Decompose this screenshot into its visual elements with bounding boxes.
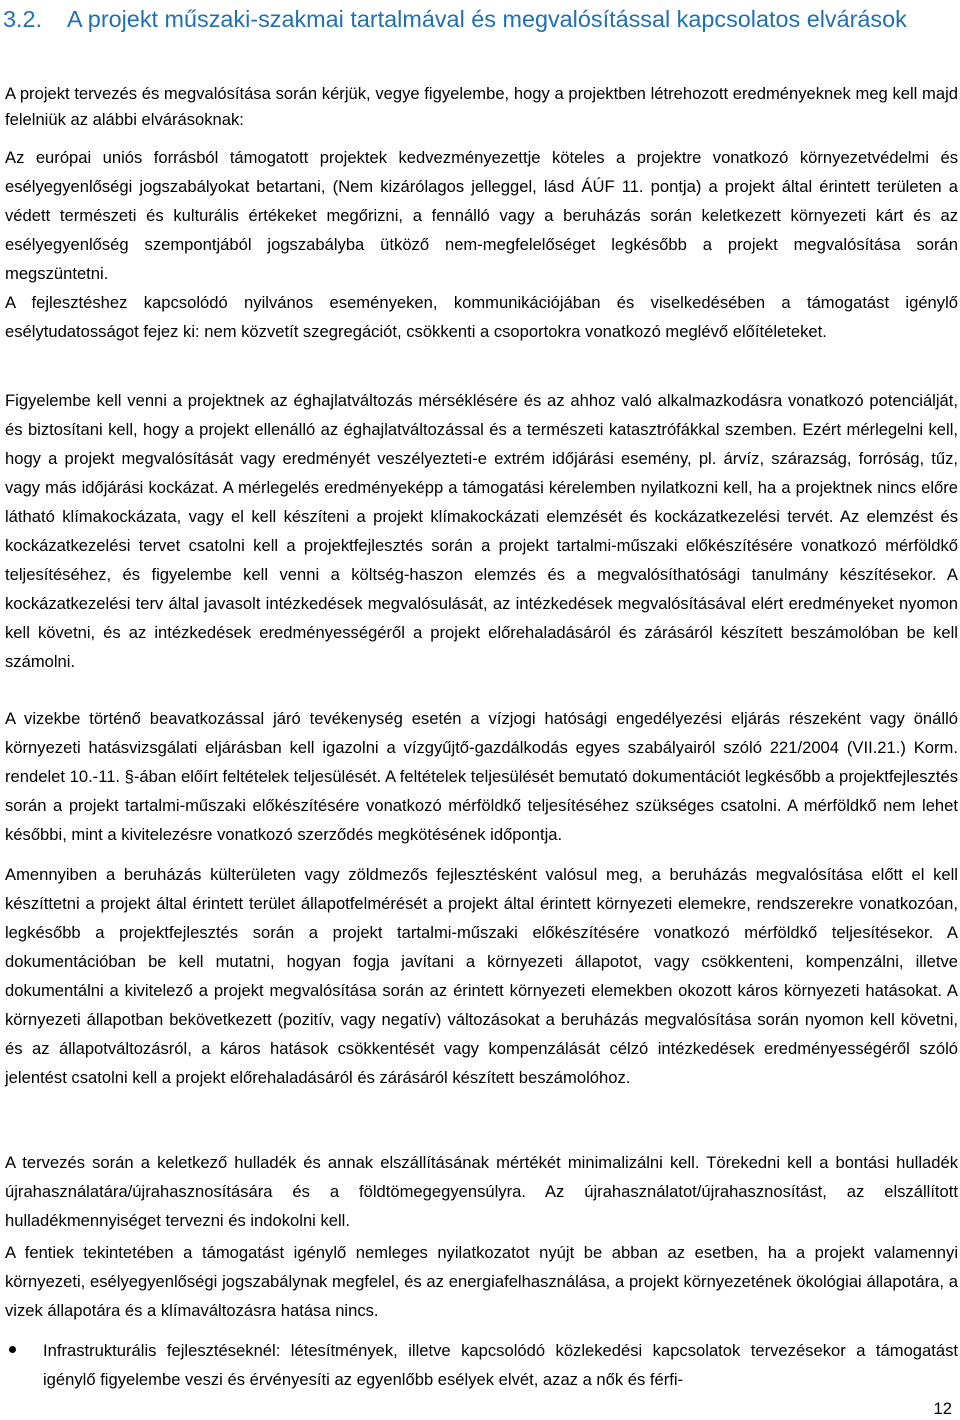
list-item: [5, 1336, 958, 1394]
section-number: 3.2.: [3, 6, 43, 32]
section-heading: [3, 4, 955, 35]
bullet-icon: [9, 1346, 16, 1353]
paragraph-negative-declaration: A fentiek tekintetében a támogatást igénylő nemleges nyilatkozatot nyújt be abban az esetben, ha a projekt valamennyi környezeti, esélyegyenlőségi jogszabálynak megfelel, és az energiafelhasználása, a projekt környezetének ökológiai állapotára, a vizek állapotára és a klímaváltozásra hatása nincs.: [5, 1243, 958, 1320]
bullet-text: Infrastrukturális fejlesztéseknél: létesítmények, illetve kapcsolódó közlekedési kapcsolatok tervezésekor a támogatást igénylő figyelembe veszi és érvényesíti az egyenlőbb esélyek elvét, azaz a nők és férfi-: [43, 1341, 958, 1389]
bullet-list: [5, 1336, 958, 1394]
section-title: A projekt műszaki-szakmai tartalmával és megvalósítással kapcsolatos elvárások: [67, 6, 907, 32]
paragraph-intro: A projekt tervezés és megvalósítása során kérjük, vegye figyelembe, hogy a projektben létrehozott eredményeknek meg kell majd felelniük az alábbi elvárásoknak:: [5, 84, 958, 129]
paragraph-waste-management: A tervezés során a keletkező hulladék és annak elszállításának mértékét minimalizálni kell. Törekedni kell a bontási hulladék újrahasználatára/újrahasznosítására és a földtömegegyensúlyra. Az újrahasználatot/újrahasznosítást, az elszállított hulladékmennyiséget tervezni és indokolni kell.: [5, 1153, 958, 1230]
paragraph-greenfield-assessment: Amennyiben a beruházás külterületen vagy zöldmezős fejlesztésként valósul meg, a beruházás megvalósítása előtt el kell készíttetni a projekt által érintett terület állapotfelmérését a projekt által érintett környezeti elemekre, rendszerekre vonatkozóan, legkésőbb a projektfejlesztés során a projekt tartalmi-műszaki előkészítésére vonatkozó mérföldkő teljesítésekor. A dokumentációban be kell mutatni, hogyan fogja javítani a környezeti állapotot, vagy csökkenteni, kompenzálni, illetve dokumentálni a kivitelező a projekt megvalósítása során az érintett környezeti elemekben okozott káros környezeti hatásokat. A környezeti állapotban bekövetkezett (pozitív, vagy negatív) változásokat a beruházás megvalósítása során nyomon kell követni, és az állapotváltozásról, a káros hatások csökkentését vagy kompenzálását célzó intézkedések eredményességéről szóló jelentést csatolni kell a projekt előrehaladásáról és zárásáról készített beszámolóhoz.: [5, 865, 958, 1087]
page-number: 12: [933, 1399, 952, 1418]
paragraph-water-intervention: A vizekbe történő beavatkozással járó tevékenység esetén a vízjogi hatósági engedélyezési eljárás részeként vagy önálló környezeti hatásvizsgálati eljárásban kell igazolni a vízgyűjtő-gazdálkodás egyes szabályairól szóló 221/2004 (VII.21.) Korm. rendelet 10.-11. §-ában előírt feltételek teljesülését. A feltételek teljesülését bemutató dokumentációt legkésőbb a projektfejlesztés során a projekt tartalmi-műszaki előkészítésére vonatkozó mérföldkő teljesítéséhez szükséges csatolni. A mérföldkő nem lehet későbbi, mint a kivitelezésre vonatkozó szerződés megkötésének időpontja.: [5, 709, 958, 844]
paragraph-equal-opportunity: A fejlesztéshez kapcsolódó nyilvános eseményeken, kommunikációjában és viselkedésében a támogatást igénylő esélytudatosságot fejez ki: nem közvetít szegregációt, csökkenti a csoportokra vonatkozó meglévő előítéleteket.: [5, 293, 958, 341]
paragraph-climate-change: Figyelembe kell venni a projektnek az éghajlatváltozás mérséklésére és az ahhoz való alkalmazkodásra vonatkozó potenciálját, és biztosítani kell, hogy a projekt ellenálló az éghajlatváltozással és a természeti katasztrófákkal szemben. Ezért mérlegelni kell, hogy a projekt megvalósítását vagy eredményét veszélyezteti-e extrém időjárási esemény, pl. árvíz, szárazság, forróság, tűz, vagy más időjárási kockázat. A mérlegelés eredményeképp a támogatási kérelemben nyilatkozni kell, ha a projektnek nincs előre látható klímakockázata, vagy el kell készíteni a projekt klímakockázati elemzését és kockázatkezelési tervét. Az elemzést és kockázatkezelési tervet csatolni kell a projektfejlesztés során a projekt tartalmi-műszaki előkészítésére vonatkozó mérföldkő teljesítéséhez, és figyelembe kell venni a költség-haszon elemzés és a megvalósíthatósági tanulmány készítésekor. A kockázatkezelési terv által javasolt intézkedések megvalósulását, az intézkedések megvalósításával elért eredményeket nyomon kell követni, és az intézkedések eredményességéről a projekt előrehaladásáról és zárásáról készített beszámolóban be kell számolni.: [5, 391, 958, 671]
paragraph-environmental-obligations: Az európai uniós forrásból támogatott projektek kedvezményezettje köteles a projektre vonatkozó környezetvédelmi és esélyegyenlőségi jogszabályokat betartani, (Nem kizárólagos jelleggel, lásd ÁÚF 11. pontja) a projekt által érintett területen a védett természeti és kulturális értékeket megőrizni, a fennálló vagy a beruházás során keletkezett környezeti kárt és az esélyegyenlőség szempontjából jogszabályba ütköző nem-megfelelőséget legkésőbb a projekt megvalósítása során megszüntetni.: [5, 148, 958, 283]
